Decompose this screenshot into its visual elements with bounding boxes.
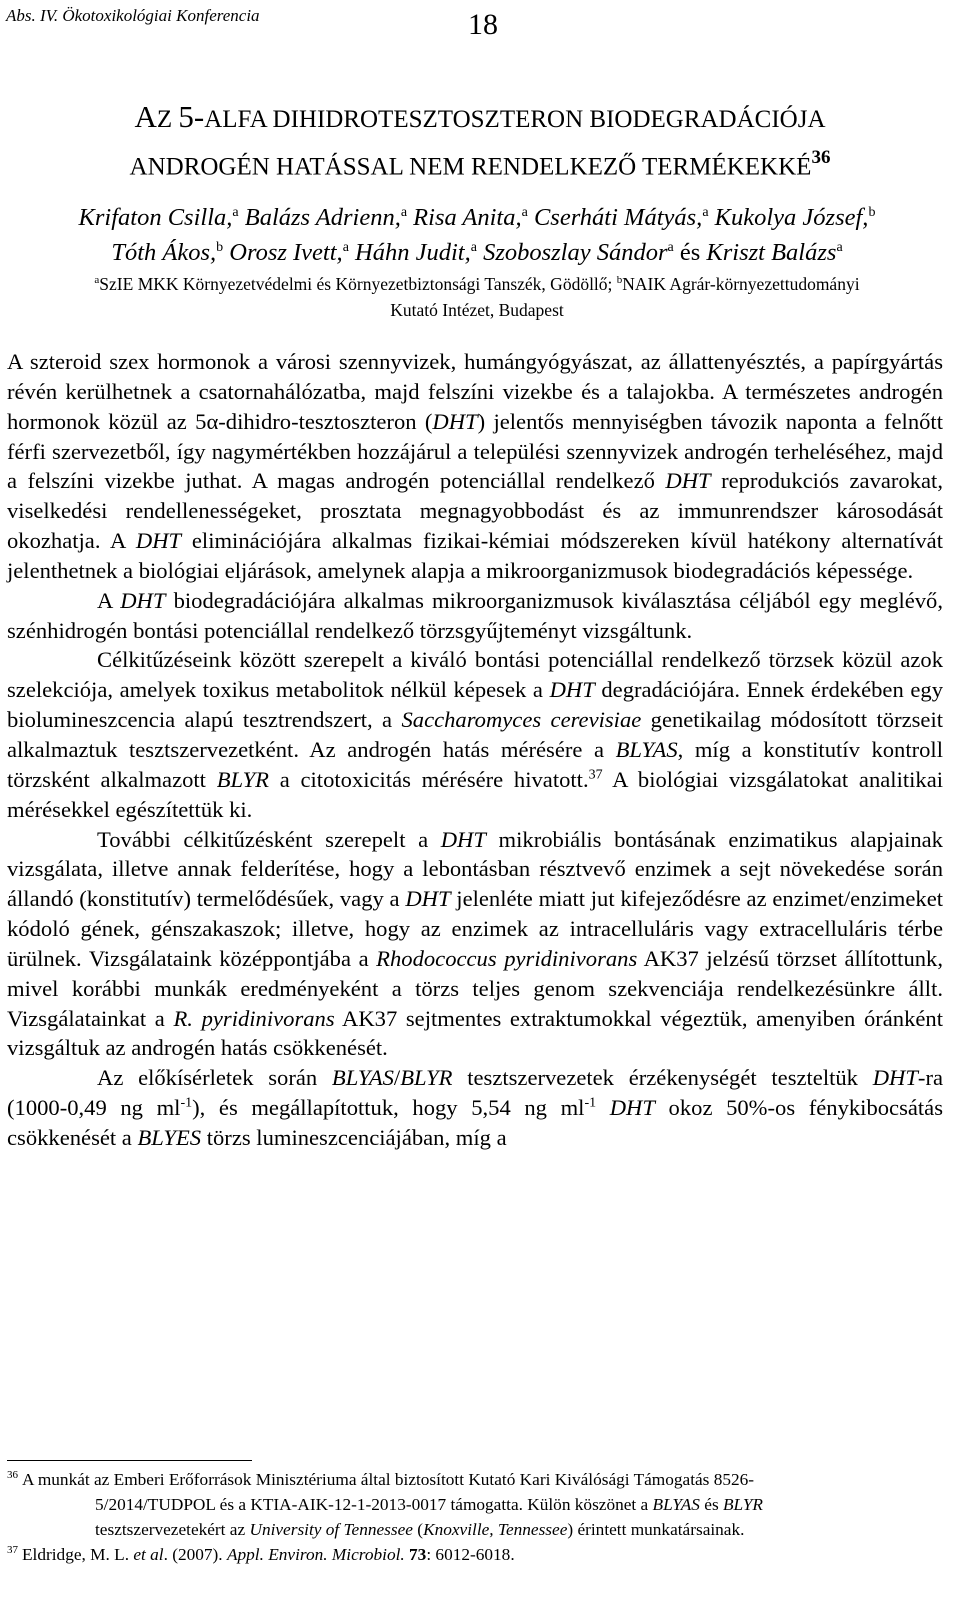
author-list xyxy=(4,198,950,268)
page-header xyxy=(6,6,960,41)
title-line-2: ANDROGÉN HATÁSSAL NEM RENDELKEZŐ TERMÉKEKKÉ$^{36}$ xyxy=(129,147,831,181)
paragraph-4: További célkitűzésként szerepelt a DHT mikrobiális bontásának enzimatikus alapjainak vizsgálata, illetve annak felderítése, hogy a lebontásban résztvevő enzimek a sejt növekedése során állandó (konstitutív) termelődésűek, vagy a DHT jelenléte miatt jut kifejeződésre az enzimet/enzimeket kódoló gének, génszakaszok; illetve, hogy az enzimek az intracelluláris vagy extracelluláris térbe ürülnek. Vizsgálataink középpontjába a Rhodococcus pyridinivorans AK37 jelzésű törzset állítottunk, mivel korábbi munkák eredményeként a törzs teljes genom szekvenciája rendelkezésünkre állt. Vizsgálatainkat a R. pyridinivorans AK37 sejtmentes extraktumokkal végeztük, amenyiben óránként vizsgáltuk az androgén hatás csökkenését. xyxy=(7,826,943,1061)
footnote-36-mark: 36 xyxy=(7,1469,18,1481)
reference-mark: 37 xyxy=(588,767,603,783)
affiliation-line-2: Kutató Intézet, Budapest xyxy=(390,299,564,320)
footnote-divider xyxy=(7,1460,252,1461)
author-line-1: Krifaton Csilla,$^a$ Balázs Adrienn,$^a$ Risa Anita,$^a$ Cserháti Mátyás,$^a$ Kukolya József,$^b$ xyxy=(78,204,876,232)
header-conference-name: Abs. IV. Ökotoxikológiai Konferencia xyxy=(6,6,260,25)
abstract-body xyxy=(7,347,943,1153)
paragraph-2: A DHT biodegradációjára alkalmas mikroorganizmusok kiválasztása céljából egy meglévő, szénhidrogén bontási potenciállal rendelkező törzsgyűjteményt vizsgáltunk. xyxy=(7,587,944,643)
title-footnote-mark: 36 xyxy=(811,147,831,168)
paragraph-1: A szteroid szex hormonok a városi szennyvizek, humángyógyászat, az állattenyésztés, a papírgyártás révén kerülhetnek a csatornahálózatba, majd felszíni vizekbe és a talajokba. A természetes androgén hormonok közül az 5α-dihidro-tesztoszteron (DHT) jelentős mennyiségben távozik naponta a felnőtt férfi szervezetből, így nagymértékben hozzájárul a települési szennyvizek androgén terheléséhez, majd a felszíni vizekbe juthat. A magas androgén potenciállal rendelkező DHT reprodukciós zavarokat, viselkedési rendellenességeket, prosztata megnagyobbodást és az immunrendszer károsodását okozhatja. A DHT eliminációjára alkalmas fizikai-kémiai módszereken kívül hatékony alternatívát jelenthetnek a biológiai eljárások, amelynek alapja a mikroorganizmusok biodegradációs képessége. xyxy=(7,349,943,583)
paragraph-5: Az előkísérletek során BLYAS/BLYR tesztszervezetek érzékenységét teszteltük DHT-ra (1000-0,49 ng $ml^{-1}$), és megállapítottuk, hogy 5,54 ng $ml^{-1}$ DHT okoz 50%-os fénykibocsátás csökkenését a BLYES törzs lumineszcenciájában, míg a xyxy=(7,1065,943,1150)
title-line-1: AZ 5-ALFA DIHIDROTESZTOSZTERON BIODEGRADÁCIÓJA xyxy=(134,99,826,134)
footnote-37-mark: 37 xyxy=(7,1544,18,1556)
affiliation-line-1: $^a$SzIE MKK Környezetvédelmi és Környezetbiztonsági Tanszék, Gödöllő; $^b$NAIK Agrár-környezettudományi xyxy=(94,273,860,294)
author-line-2: Tóth Ákos,$^b$ Orosz Ivett,$^a$ Háhn Judit,$^a$ Szoboszlay Sándor$^a$ és Kriszt Balázs$^a$ xyxy=(111,239,843,267)
paragraph-3: Célkitűzéseink között szerepelt a kiváló bontási potenciállal rendelkező törzsek közül azok szelekciója, amelyek toxikus metabolitok nélkül képesek a DHT degradációjára. Ennek érdekében egy biolumineszcencia alapú tesztrendszert, a Saccharomyces cerevisiae genetikailag módosított törzseit alkalmaztuk tesztszervezetként. Az androgén hatás mérésére a BLYAS, míg a konstitutív kontroll törzsként alkalmazott BLYR a citotoxicitás mérésére hivatott.$^{37}$ A biológiai vizsgálatokat analitikai mérésekkel egészítettük ki. xyxy=(7,647,944,822)
affiliations xyxy=(4,267,950,323)
page-number: 18 xyxy=(468,8,498,41)
paper-title xyxy=(0,98,960,186)
footnote-37: 37 Eldridge, M. L. et al. (2007). Appl. Environ. Microbiol. 73: 6012-6018. xyxy=(7,1542,943,1567)
footnote-36: 36 A munkát az Emberi Erőforrások Minisztériuma által biztosított Kutató Kari Kiválósági Támogatás 8526- 5/2014/TUDPOL és a KTIA-AIK-12-1-2013-0017 támogatta. Külön köszönet a BLYAS és BLYR tesztszervezetekért az University of Tennessee (Knoxville, Tennessee) érintett munkatársainak. xyxy=(7,1467,943,1542)
